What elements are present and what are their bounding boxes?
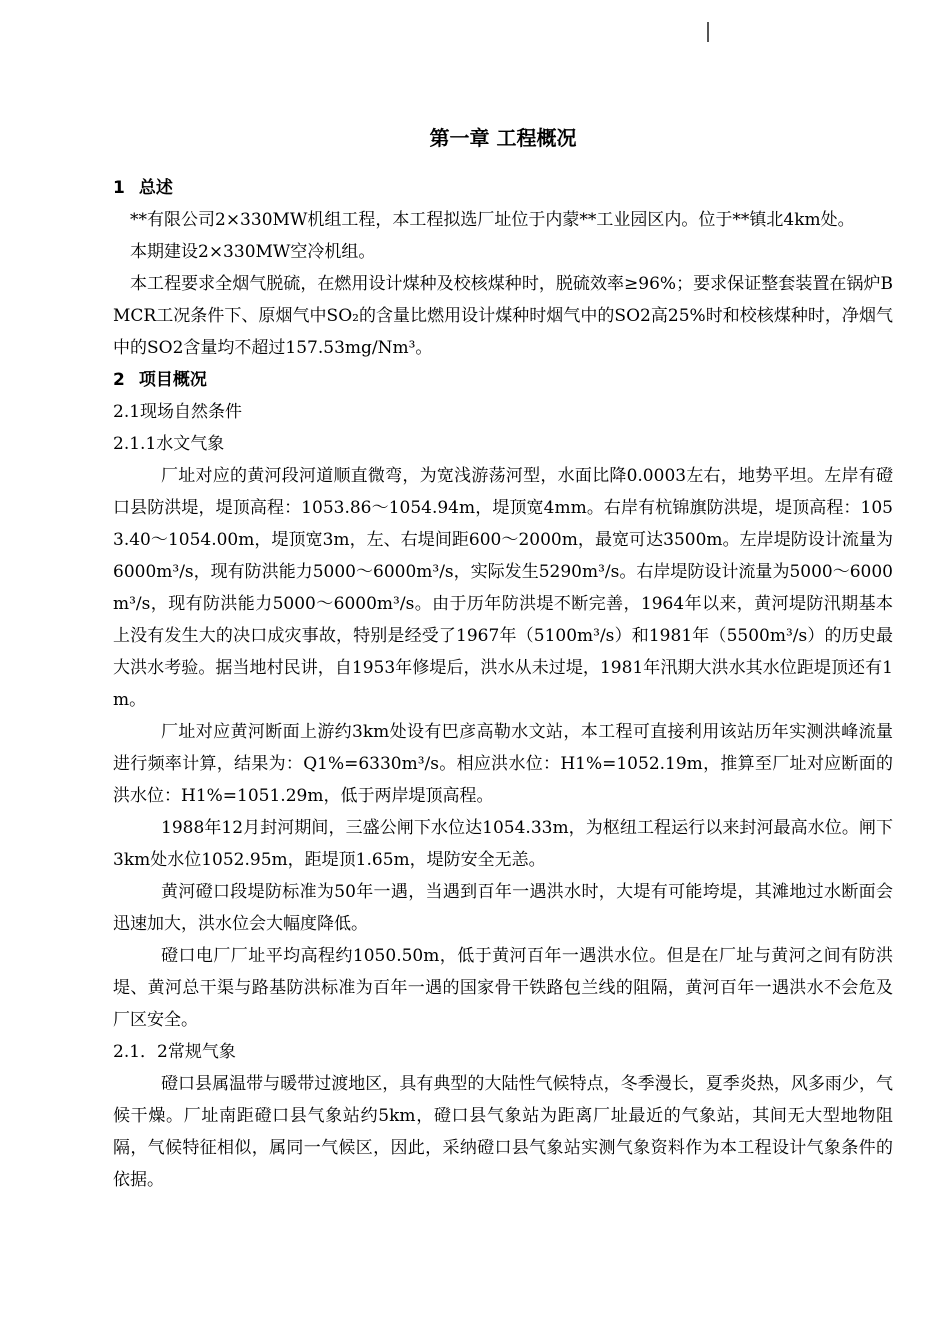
subsection-heading-site-conditions: 2.1现场自然条件 [113,402,243,422]
paragraph-hydrology-3: 1988年12月封河期间，三盛公闸下水位达1054.33m，为枢纽工程运行以来封河最高水位。闸下3km处水位1052.95m，距堤顶1.65m，堤防安全无恙。 [113,818,893,870]
paragraph-overview-3: 本工程要求全烟气脱硫，在燃用设计煤种及校核煤种时，脱硫效率≥96%；要求保证整套装置在锅炉BMCR工况条件下、原烟气中SO₂的含量比燃用设计煤种时烟气中的SO2高25%时和校核煤种时，净烟气中的SO2含量均不超过157.53mg/Nm³。 [113,274,893,358]
section-heading-project [113,364,893,396]
paragraph-overview-2: 本期建设2×330MW空冷机组。 [130,242,376,262]
paragraph-hydrology-5: 磴口电厂厂址平均高程约1050.50m，低于黄河百年一遇洪水位。但是在厂址与黄河之间有防洪堤、黄河总干渠与路基防洪标准为百年一遇的国家骨干铁路包兰线的阻隔，黄河百年一遇洪水不会危及厂区安全。 [113,946,893,1030]
section-number: 2 [113,370,125,390]
section-number: 1 [113,178,125,198]
paragraph-hydrology-1: 厂址对应的黄河段河道顺直微弯，为宽浅游荡河型，水面比降0.0003左右，地势平坦。左岸有磴口县防洪堤，堤顶高程：1053.86～1054.94m，堤顶宽4mm。右岸有杭锦旗防洪堤，堤顶高程：1053.40～1054.00m，堤顶宽3m，左、右堤间距600～2000m，最宽可达3500m。左岸堤防设计流量为6000m³/s，现有防洪能力5000～6000m³/s，实际发生5290m³/s。右岸堤防设计流量为5000～6000m³/s，现有防洪能力5000～6000m³/s。由于历年防洪堤不断完善，1964年以来，黄河堤防汛期基本上没有发生大的决口成灾事故，特别是经受了1967年（5100m³/s）和1981年（5500m³/s）的历史最大洪水考验。据当地村民讲，自1953年修堤后，洪水从未过堤，1981年汛期大洪水其水位距堤顶还有1m。 [113,466,893,710]
section-heading-overview [113,172,893,204]
subsection-heading-climate: 2.1．2常规气象 [113,1042,236,1062]
paragraph-hydrology-4: 黄河磴口段堤防标准为50年一遇，当遇到百年一遇洪水时，大堤有可能垮堤，其滩地过水断面会迅速加大，洪水位会大幅度降低。 [113,882,893,934]
document-page [113,124,893,1196]
section-title: 总述 [138,178,173,198]
chapter-title: 第一章 工程概况 [429,126,577,150]
subsection-heading-hydrology: 2.1.1水文气象 [113,434,225,454]
header-divider-mark [707,22,709,42]
section-title: 项目概况 [138,370,207,390]
paragraph-overview-1: **有限公司2×330MW机组工程，本工程拟选厂址位于内蒙**工业园区内。位于**镇北4km处。 [130,210,855,230]
paragraph-hydrology-2: 厂址对应黄河断面上游约3km处设有巴彦高勒水文站，本工程可直接利用该站历年实测洪峰流量进行频率计算，结果为：Q1%=6330m³/s。相应洪水位：H1%=1052.19m，推算至厂址对应断面的洪水位：H1%=1051.29m，低于两岸堤顶高程。 [113,722,893,806]
paragraph-climate-1: 磴口县属温带与暖带过渡地区，具有典型的大陆性气候特点，冬季漫长，夏季炎热，风多雨少，气候干燥。厂址南距磴口县气象站约5km，磴口县气象站为距离厂址最近的气象站，其间无大型地物阻隔，气候特征相似，属同一气候区，因此，采纳磴口县气象站实测气象资料作为本工程设计气象条件的依据。 [113,1074,893,1190]
